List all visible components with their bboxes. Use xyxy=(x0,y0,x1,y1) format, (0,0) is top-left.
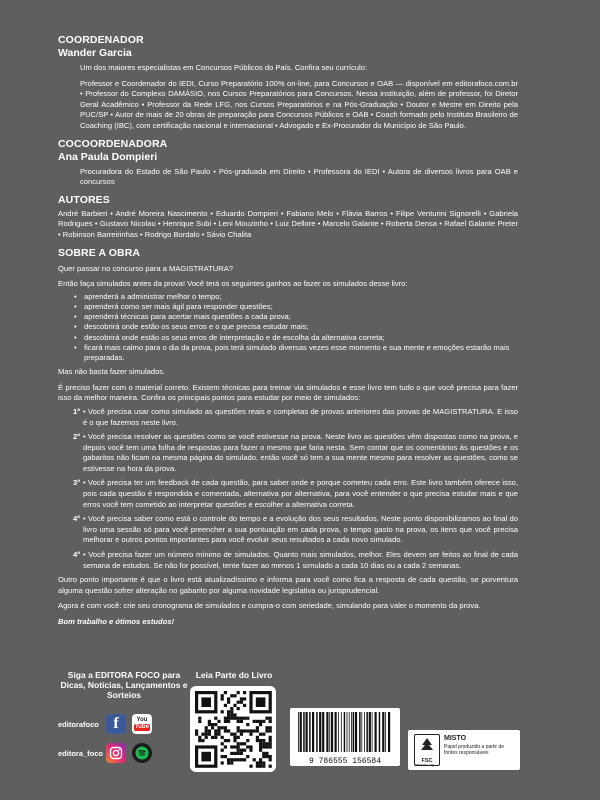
list-item: • aprenderá técnicas para acertar mais questões a cada prova; xyxy=(84,312,518,322)
coordenador-intro: Um dos maiores especialistas em Concursos Públicos do País. Confira seu currículo: xyxy=(80,63,367,72)
fsc-title: MISTO xyxy=(444,735,467,742)
spotify-icon[interactable] xyxy=(132,743,152,763)
youtube-logo-bottom: Tube xyxy=(135,724,149,730)
cocoordenadora-text: Procuradora do Estado de São Paulo • Pós-graduada em Direito • Professora do IEDI • Autora de diversos livros para OAB e concursos xyxy=(80,166,518,187)
youtube-icon[interactable] xyxy=(132,714,152,734)
social-handle: editorafoco xyxy=(58,719,99,729)
autores-heading: AUTORES xyxy=(58,193,110,206)
back-cover-text xyxy=(58,34,518,633)
benefits-list xyxy=(58,292,518,363)
list-item: • ficará mais calmo para o dia da prova, pois terá simulado diversas vezes esse momento e sua mente e emoções estarão mais preparadas. xyxy=(84,343,518,363)
fsc-text: Papel produzido a partir de fontes responsáveis xyxy=(444,744,505,756)
numbered-item-text: • Você precisa resolver as questões como se você estivesse na prova. Neste livro as questões vêm dispostas como na prova, e depois você tem uma folha de respostas para fazer o mesmo que faria nesta. Sem contar que os comentários às questões e os gabaritos não ficam na mesma página do simulado, então você só tem a sua mente mesmo para resolver as questões, como se estivesse na hora da prova. xyxy=(83,432,518,473)
coordenador-heading: COORDENADOR xyxy=(58,34,144,46)
closing-line: Bom trabalho e ótimos estudos! xyxy=(58,617,175,627)
autores-text: André Barbieri • André Moreira Nascimento • Eduardo Dompieri • Fabiano Melo • Flávia Barros • Filipe Venturini Signorelli • Gabriela Rodrigues • Gustavo Nicolau • Henrique Subi • Leni Mouzinho • Luiz Dellore • Marcelo Galante • Roberta Densa • Rafael Galante Preter • Robinson Barreirinhas • Rodrigo Bordalo • Sávio Chalita xyxy=(58,208,518,239)
sobre-heading: SOBRE A OBRA xyxy=(58,246,141,259)
social-handle: editora_foco xyxy=(58,748,104,758)
numbered-item xyxy=(58,432,518,474)
sobre-paragraph: Agora é com você: crie seu cronograma de simulados e cumpra-o com seriedade, simulando para valer o momento da prova. xyxy=(58,601,481,611)
fsc-label: FSC xyxy=(421,758,433,764)
fsc-url: www.fsc.org xyxy=(415,763,434,767)
sobre-question: Quer passar no concurso para a MAGISTRATURA? xyxy=(58,263,234,273)
coordenador-cv: Professor e Coordenador do IEDI, Curso Preparatório 100% on-line, para Concursos e OAB — disponível em editorafoco.com.br • Professor do Complexo DAMÁSIO, nos Cursos Preparatórios para Concursos. Nessa instituição, além de professor, foi Diretor Geral Acadêmico • Professor da Rede LFG, nos Cursos Preparatórios e na Pós-Graduação • Doutor e Mestre em Direito pela PUC/SP • Autor de mais de 20 obras de preparação para Concursos Públicos e OAB • Coach formado pelo Instituto Brasileiro de Coaching (IBC), com certificação nacional e internacional • Advogado e Ex-Procurador do Município de São Paulo. xyxy=(80,78,518,130)
cocoordenadora-section xyxy=(58,138,518,188)
fsc-seal xyxy=(408,730,520,770)
numbered-item-text: • Você precisa saber como está o controle do tempo e a evolução dos seus resultados. Neste ponto disponibilizamos ao final do livro uma sessão só para você preencher a sua pontuação em cada prova, o tempo gasto na prova, os itens que você precisa melhorar e outros pontos importantes para você evoluir seus resultados a cada novo simulado. xyxy=(83,514,518,545)
social-row-instagram-spotify xyxy=(58,743,158,763)
follow-text: Siga a EDITORA FOCO para Dicas, Notícias, Lançamentos e Sorteios xyxy=(60,670,188,700)
cocoordenadora-name: Ana Paula Dompieri xyxy=(58,150,158,163)
instagram-icon[interactable] xyxy=(106,743,126,763)
numbered-item xyxy=(58,407,518,428)
isbn-number: 9 786555 156584 xyxy=(308,757,381,766)
list-item: • aprenderá como ser mais ágil para responder questões; xyxy=(84,302,518,312)
youtube-logo-top: You xyxy=(136,717,148,723)
sobre-paragraph: Mas não basta fazer simulados. xyxy=(58,367,166,377)
footer xyxy=(0,668,600,800)
leia-title: Leia Parte do Livro xyxy=(195,670,273,680)
numbered-item xyxy=(58,514,518,546)
numbered-item-number: 3º xyxy=(73,478,80,488)
numbered-item-text: • Você precisa ter um feedback de cada questão, para saber onde e porque cometeu cada erro. Este livro também oferece isso, pois cada questão é respondida e comentada, alternativa por alternativa, para você entender o que precisa estudar mais e que erros você tem cometido ao interpretar questões e escolher a alternativa correta. xyxy=(83,478,518,509)
qr-code[interactable] xyxy=(190,686,276,772)
numbered-item-number: 1º xyxy=(73,406,80,416)
sobre-paragraph: É preciso fazer com o material correto. Existem técnicas para treinar via simulados e esse livro tem tudo o que você precisa para fazer isso da melhor maneira. Confira os principais pontos para estudar por meio de simulados: xyxy=(58,382,518,403)
numbered-item-number: 4º xyxy=(73,550,80,560)
numbered-item xyxy=(58,550,518,571)
sobre-intro: Então faça simulados antes da prova! Você terá os seguintes ganhos ao fazer os simulados desse livro: xyxy=(58,279,408,289)
social-row-facebook-youtube xyxy=(58,714,158,734)
numbered-item-number: 2º xyxy=(73,432,80,442)
numbered-item-text: • Você precisa fazer um número mínimo de simulados. Quanto mais simulados, melhor. Eles devem ser feitos ao final de cada semana de estudos. Se não for possível, tente fazer ao menos 1 simulado a cada 10 dias ou a cada 2 semanas. xyxy=(83,550,518,570)
facebook-icon[interactable]: f xyxy=(106,714,126,734)
numbered-item-number: 4º xyxy=(73,514,80,524)
list-item: • descobrirá onde estão os seus erros de interpretação e de escolha da alternativa correta; xyxy=(84,333,518,343)
numbered-item xyxy=(58,478,518,510)
coordenador-section xyxy=(58,34,518,132)
sobre-paragraph: Outro ponto importante é que o livro está atualizadíssimo e informa para você como fica a resposta de cada questão, se porventura alguma questão sofrer alteração no gabarito por alguma novidade legislativa ou jurisprudencial. xyxy=(58,575,518,595)
coordenador-name: Wander Garcia xyxy=(58,47,132,59)
list-item: • aprenderá a administrar melhor o tempo; xyxy=(84,292,518,302)
autores-section xyxy=(58,194,518,241)
cocoordenadora-heading: COCOORDENADORA xyxy=(58,137,168,150)
barcode xyxy=(290,708,400,766)
list-item: • descobrirá onde estão os seus erros e o que precisa estudar mais; xyxy=(84,322,518,332)
fsc-tree-icon xyxy=(414,734,440,766)
numbered-item-text: • Você precisa usar como simulado as questões reais e completas de provas anteriores das provas de MAGISTRATURA. E isso é o que fazemos neste livro. xyxy=(83,406,518,427)
sobre-section xyxy=(58,247,518,628)
